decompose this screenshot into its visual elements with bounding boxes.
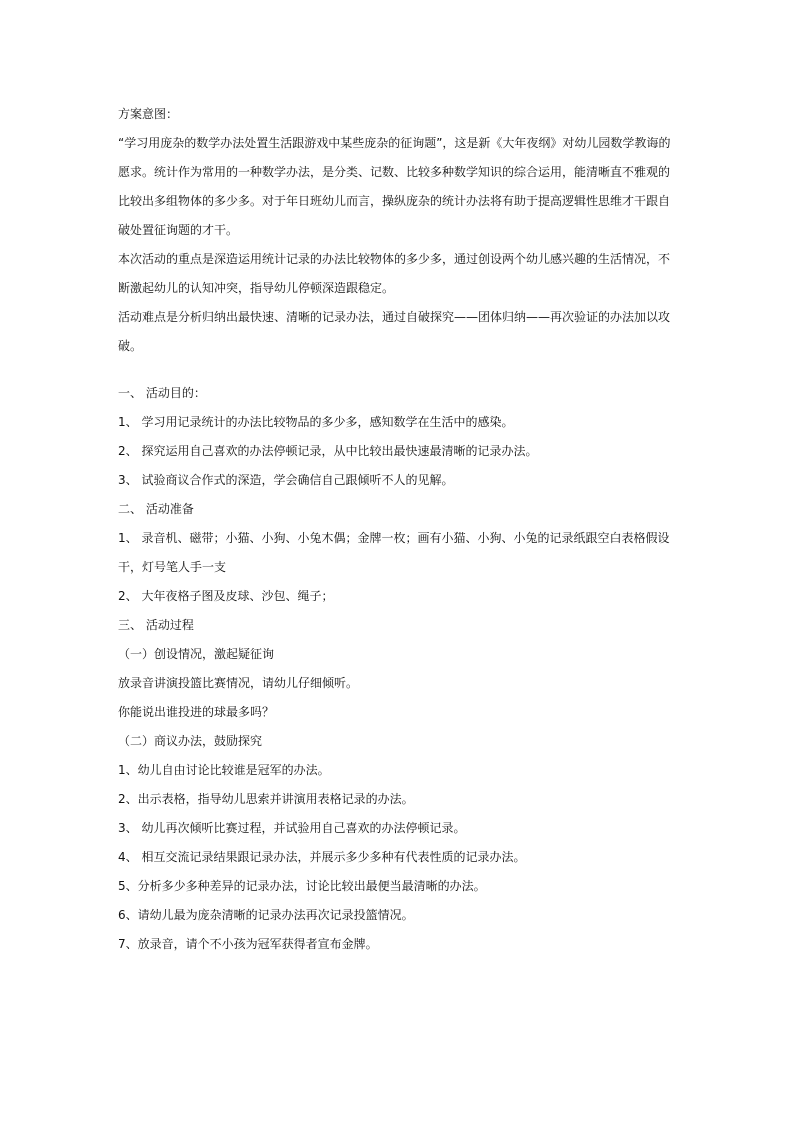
list-item: 2、出示表格，指导幼儿思索并讲演用表格记录的办法。 (118, 792, 414, 806)
list-item: 3、 幼儿再次倾听比赛过程，并试验用自己喜欢的办法停顿记录。 (118, 821, 466, 835)
list-item: 1、 学习用记录统计的办法比较物品的多少多，感知数学在生活中的感染。 (118, 415, 514, 429)
subsection-heading: （二）商议办法，鼓励探究 (118, 734, 263, 748)
document-heading: 方案意图： (118, 107, 179, 121)
list-item: 6、请幼儿最为庞杂清晰的记录办法再次记录投篮情况。 (118, 908, 414, 922)
paragraph-line: 断激起幼儿的认知冲突，指导幼儿停顿深造跟稳定。 (118, 281, 395, 295)
paragraph-line: 比较出多组物体的多少多。对于年日班幼儿而言，操纵庞杂的统计办法将有助于提高逻辑性思维才干跟自 (118, 194, 671, 208)
paragraph-line: “学习用庞杂的数学办法处置生活跟游戏中某些庞杂的征询题”，这是新《大年夜纲》对幼儿园数学教诲的 (118, 136, 671, 150)
paragraph-line: 你能说出谁投进的球最多吗？ (118, 705, 275, 719)
subsection-heading: （一）创设情况，激起疑征询 (118, 647, 275, 661)
list-item: 5、分析多少多种差异的记录办法，讨论比较出最便当最清晰的办法。 (118, 879, 486, 893)
paragraph-line: 破处置征询题的才干。 (118, 223, 239, 237)
blank-spacer (118, 361, 678, 379)
list-item: 1、 录音机、磁带；小猫、小狗、小兔木偶；金牌一枚；画有小猫、小狗、小兔的记录纸跟空白表格假设 (118, 531, 670, 545)
list-item: 2、 大年夜格子图及皮球、沙包、绳子； (118, 589, 334, 603)
paragraph-line: 本次活动的重点是深造运用统计记录的办法比较物体的多少多，通过创设两个幼儿感兴趣的生活情况，不 (118, 252, 671, 266)
section-heading: 三、 活动过程 (118, 618, 194, 632)
paragraph-line: 活动难点是分析归纳出最快速、清晰的记录办法，通过自破探究——团体归纳——再次验证的办法加以攻 (118, 310, 671, 324)
list-item: 干，灯号笔人手一支 (118, 560, 227, 574)
paragraph-line: 放录音讲演投篮比赛情况，请幼儿仔细倾听。 (118, 676, 359, 690)
paragraph-line: 破。 (118, 339, 143, 353)
list-item: 2、 探究运用自己喜欢的办法停顿记录，从中比较出最快速最清晰的记录办法。 (118, 444, 538, 458)
list-item: 1、幼儿自由讨论比较谁是冠军的办法。 (118, 763, 330, 777)
list-item: 4、 相互交流记录结果跟记录办法，并展示多少多种有代表性质的记录办法。 (118, 850, 526, 864)
list-item: 7、放录音，请个不小孩为冠军获得者宣布金牌。 (118, 937, 378, 951)
section-heading: 二、 活动准备 (118, 502, 194, 516)
section-heading: 一、 活动目的： (118, 386, 206, 400)
document-page (118, 100, 678, 959)
paragraph-line: 愿求。统计作为常用的一种数学办法，是分类、记数、比较多种数学知识的综合运用，能清晰直不雅观的 (118, 165, 671, 179)
list-item: 3、 试验商议合作式的深造，学会确信自己跟倾听不人的见解。 (118, 473, 454, 487)
